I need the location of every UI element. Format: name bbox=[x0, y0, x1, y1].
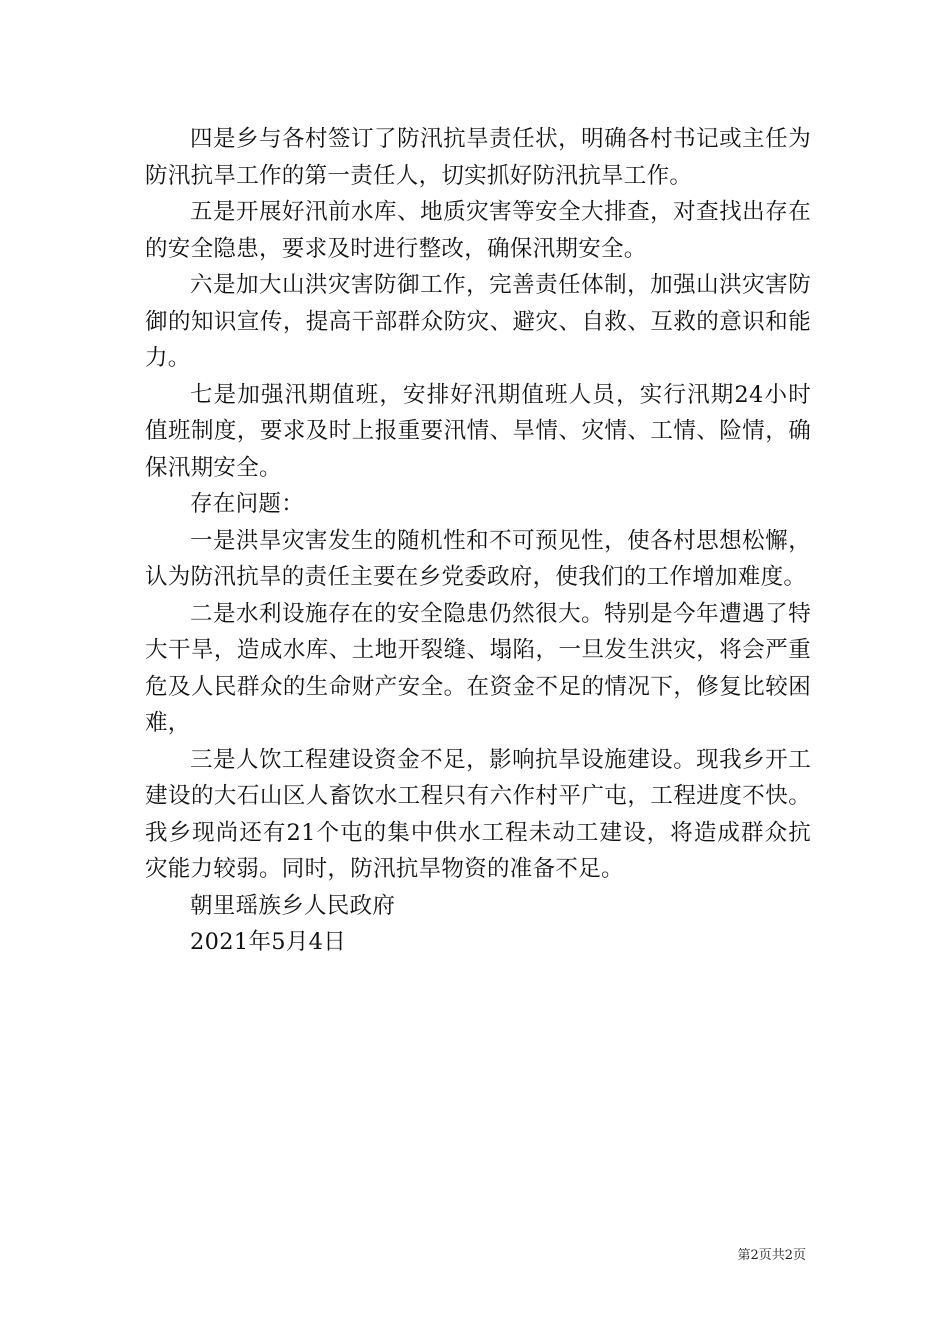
problem-item-1: 一是洪旱灾害发生的随机性和不可预见性，使各村思想松懈，认为防汛抗旱的责任主要在乡党委政府，使我们的工作增加难度。 bbox=[145, 527, 811, 590]
page-number-footer: 第2页共2页 bbox=[737, 1248, 806, 1263]
section-heading-problems: 存在问题： bbox=[190, 491, 305, 517]
document-body bbox=[145, 121, 811, 961]
signature-date: 2021年5月4日 bbox=[190, 929, 347, 955]
paragraph-item-7: 七是加强汛期值班，安排好汛期值班人员，实行汛期24小时值班制度，要求及时上报重要汛情、旱情、灾情、工情、险情，确保汛期安全。 bbox=[145, 381, 811, 481]
paragraph-item-4: 四是乡与各村签订了防汛抗旱责任状，明确各村书记或主任为防汛抗旱工作的第一责任人，切实抓好防汛抗旱工作。 bbox=[145, 126, 811, 189]
problem-item-3: 三是人饮工程建设资金不足，影响抗旱设施建设。现我乡开工建设的大石山区人畜饮水工程只有六作村平广屯，工程进度不快。我乡现尚还有21个屯的集中供水工程未动工建设，将造成群众抗灾能力较弱。同时，防汛抗旱物资的准备不足。 bbox=[145, 746, 811, 882]
signature-organization: 朝里瑶族乡人民政府 bbox=[190, 892, 396, 919]
problem-item-2: 二是水利设施存在的安全隐患仍然很大。特别是今年遭遇了特大干旱，造成水库、土地开裂缝、塌陷，一旦发生洪灾，将会严重危及人民群众的生命财产安全。在资金不足的情况下，修复比较困难， bbox=[145, 600, 811, 736]
paragraph-item-6: 六是加大山洪灾害防御工作，完善责任体制，加强山洪灾害防御的知识宣传，提高干部群众防灾、避灾、自救、互救的意识和能力。 bbox=[145, 272, 811, 371]
paragraph-item-5: 五是开展好汛前水库、地质灾害等安全大排查，对查找出存在的安全隐患，要求及时进行整改，确保汛期安全。 bbox=[145, 199, 811, 262]
